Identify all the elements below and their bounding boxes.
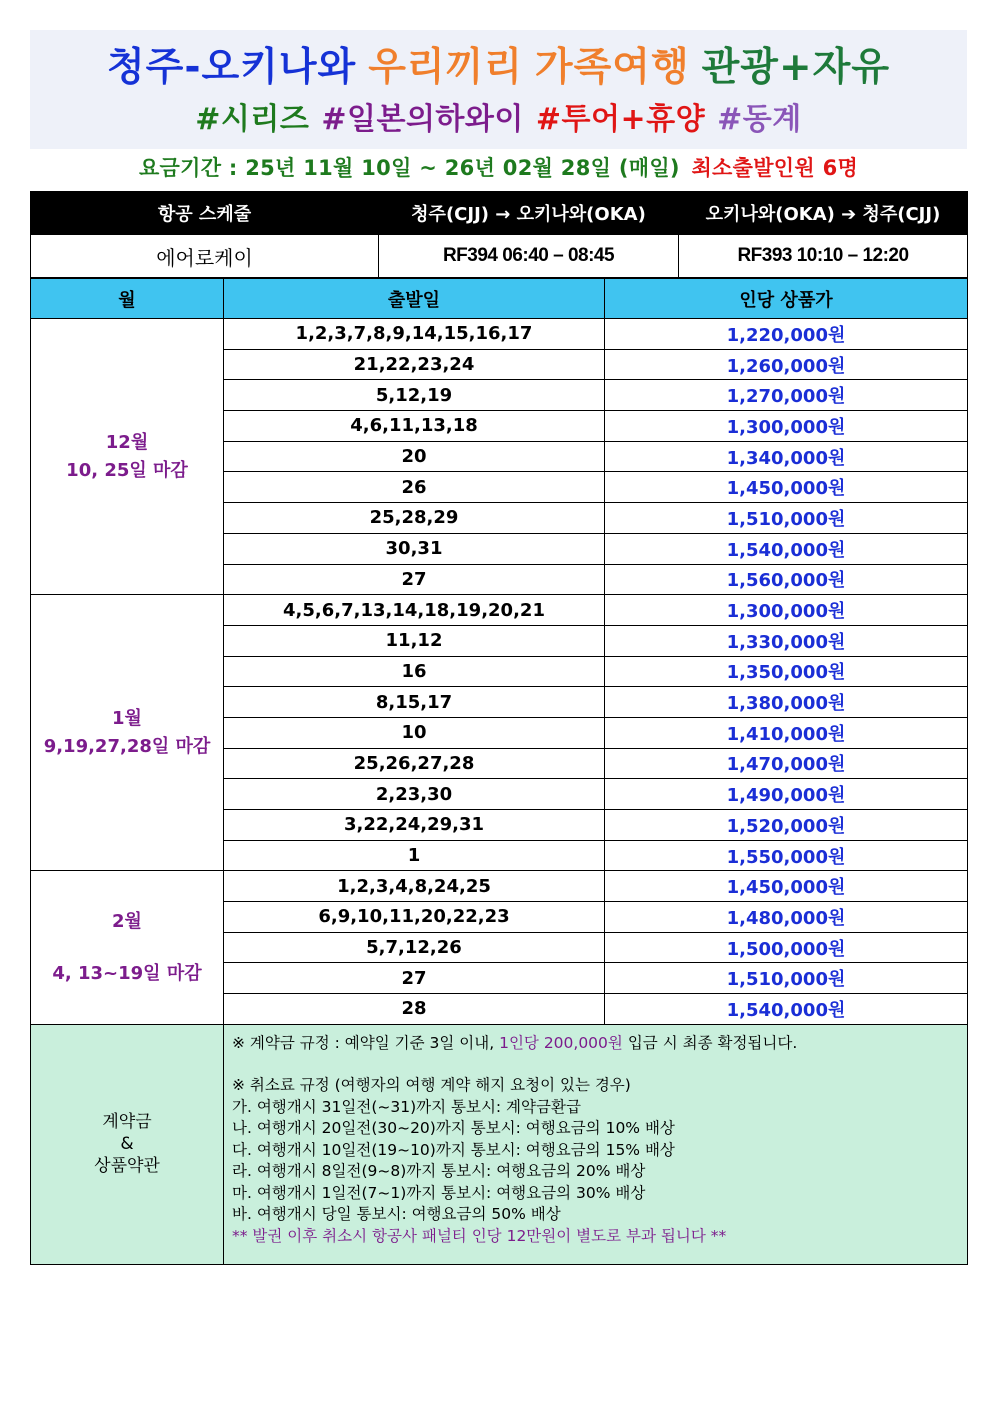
price-per-person: 1,520,000원	[605, 810, 968, 841]
fare-period	[30, 152, 967, 182]
cancel-rule-title: ※ 취소료 규정 (여행자의 여행 계약 해지 요청이 있는 경우)	[232, 1076, 631, 1095]
departure-dates: 2,23,30	[224, 779, 605, 810]
price-per-person: 1,270,000원	[605, 380, 968, 411]
title-part-2: 가족여행	[534, 45, 690, 90]
departure-dates: 1,2,3,4,8,24,25	[224, 871, 605, 902]
month-name: 12월	[105, 431, 149, 453]
title-part-1: 우리끼리	[368, 45, 523, 90]
month-closed-note: 4, 13~19일 마감	[52, 962, 202, 984]
terms-label	[31, 1024, 224, 1264]
price-per-person: 1,480,000원	[605, 902, 968, 933]
price-row	[31, 595, 968, 626]
price-per-person: 1,340,000원	[605, 441, 968, 472]
month-cell	[31, 871, 224, 1024]
price-per-person: 1,540,000원	[605, 994, 968, 1025]
departure-dates: 30,31	[224, 533, 605, 564]
header-price-per-person: 인당 상품가	[605, 279, 968, 319]
month-cell	[31, 319, 224, 595]
price-row	[31, 871, 968, 902]
price-per-person: 1,490,000원	[605, 779, 968, 810]
departure-dates: 3,22,24,29,31	[224, 810, 605, 841]
departure-dates: 1,2,3,7,8,9,14,15,16,17	[224, 319, 605, 350]
cancel-rule-line: 바. 여행개시 당일 통보시: 여행요금의 50% 배상	[232, 1205, 561, 1224]
deposit-amount: 1인당 200,000원	[499, 1033, 623, 1052]
departure-dates: 25,28,29	[224, 503, 605, 534]
min-people-text: 최소출발인원 6명	[691, 156, 859, 180]
departure-dates: 16	[224, 656, 605, 687]
price-per-person: 1,260,000원	[605, 349, 968, 380]
departure-dates: 27	[224, 963, 605, 994]
cancel-rule-line: 라. 여행개시 8일전(9~8)까지 통보시: 여행요금의 20% 배상	[232, 1162, 646, 1181]
departure-dates: 1	[224, 840, 605, 871]
departure-dates: 21,22,23,24	[224, 349, 605, 380]
departure-dates: 6,9,10,11,20,22,23	[224, 902, 605, 933]
inbound-flight: RF393 10:10 – 12:20	[679, 235, 968, 278]
departure-dates: 27	[224, 564, 605, 595]
terms-row	[31, 1024, 968, 1264]
price-per-person: 1,410,000원	[605, 717, 968, 748]
header-departure-dates: 출발일	[224, 279, 605, 319]
price-per-person: 1,300,000원	[605, 411, 968, 442]
hashtag-3: #동계	[717, 102, 802, 137]
cancel-rule-line: 다. 여행개시 10일전(19~10)까지 통보시: 여행요금의 15% 배상	[232, 1140, 675, 1159]
price-row	[31, 319, 968, 350]
departure-dates: 5,12,19	[224, 380, 605, 411]
price-per-person: 1,470,000원	[605, 748, 968, 779]
flight-header-outbound: 청주(CJJ) → 오키나와(OKA)	[379, 192, 679, 235]
title-part-3: 관광+자유	[701, 45, 890, 90]
hashtag-line	[30, 94, 967, 138]
departure-dates: 5,7,12,26	[224, 932, 605, 963]
departure-dates: 28	[224, 994, 605, 1025]
departure-dates: 11,12	[224, 625, 605, 656]
price-per-person: 1,510,000원	[605, 963, 968, 994]
airline-name: 에어로케이	[31, 235, 379, 278]
airline-penalty-note: ** 발권 이후 취소시 항공사 패널티 인당 12만원이 별도로 부과 됩니다 **	[232, 1226, 727, 1245]
deposit-rule-prefix: ※ 계약금 규정 : 예약일 기준 3일 이내,	[232, 1033, 495, 1052]
title-part-0: 청주-오키나와	[106, 45, 357, 90]
departure-dates: 4,6,11,13,18	[224, 411, 605, 442]
flight-row	[31, 235, 968, 278]
price-per-person: 1,510,000원	[605, 503, 968, 534]
terms-label-line: 상품약관	[94, 1156, 160, 1177]
terms-label-line: &	[120, 1134, 134, 1155]
price-per-person: 1,550,000원	[605, 840, 968, 871]
departure-dates: 4,5,6,7,13,14,18,19,20,21	[224, 595, 605, 626]
page-title	[30, 36, 967, 92]
departure-dates: 8,15,17	[224, 687, 605, 718]
fare-period-text: 요금기간 : 25년 11월 10일 ~ 26년 02월 28일 (매일)	[138, 156, 680, 180]
outbound-flight: RF394 06:40 – 08:45	[379, 235, 679, 278]
month-closed-note: 10, 25일 마감	[66, 459, 188, 481]
month-cell	[31, 595, 224, 871]
departure-dates: 20	[224, 441, 605, 472]
price-per-person: 1,330,000원	[605, 625, 968, 656]
month-closed-note: 9,19,27,28일 마감	[43, 735, 211, 757]
title-banner	[30, 30, 967, 149]
header-month: 월	[31, 279, 224, 319]
flight-header-row	[31, 192, 968, 235]
cancel-rule-line: 나. 여행개시 20일전(30~20)까지 통보시: 여행요금의 10% 배상	[232, 1119, 675, 1138]
flight-header-schedule: 항공 스케줄	[31, 192, 379, 235]
hashtag-2: #투어+휴양	[535, 102, 706, 137]
price-per-person: 1,450,000원	[605, 871, 968, 902]
price-header-row	[31, 279, 968, 319]
cancel-rule-line: 마. 여행개시 1일전(7~1)까지 통보시: 여행요금의 30% 배상	[232, 1183, 646, 1202]
departure-dates: 26	[224, 472, 605, 503]
terms-content	[224, 1024, 968, 1264]
hashtag-0: #시리즈	[195, 102, 310, 137]
price-per-person: 1,450,000원	[605, 472, 968, 503]
flight-header-inbound: 오키나와(OKA) ➔ 청주(CJJ)	[679, 192, 968, 235]
deposit-rule	[232, 1033, 957, 1055]
price-per-person: 1,380,000원	[605, 687, 968, 718]
price-per-person: 1,220,000원	[605, 319, 968, 350]
departure-dates: 10	[224, 717, 605, 748]
price-table	[30, 278, 968, 1265]
price-per-person: 1,350,000원	[605, 656, 968, 687]
cancel-rule-line: 가. 여행개시 31일전(~31)까지 통보시: 계약금환급	[232, 1097, 581, 1116]
terms-label-line: 계약금	[102, 1112, 152, 1133]
month-name: 2월	[112, 910, 142, 932]
hashtag-1: #일본의하와이	[321, 102, 524, 137]
departure-dates: 25,26,27,28	[224, 748, 605, 779]
flight-schedule-table	[30, 191, 968, 278]
deposit-rule-suffix: 입금 시 최종 확정됩니다.	[627, 1033, 798, 1052]
price-per-person: 1,560,000원	[605, 564, 968, 595]
price-per-person: 1,540,000원	[605, 533, 968, 564]
price-per-person: 1,500,000원	[605, 932, 968, 963]
month-name: 1월	[112, 707, 142, 729]
price-per-person: 1,300,000원	[605, 595, 968, 626]
